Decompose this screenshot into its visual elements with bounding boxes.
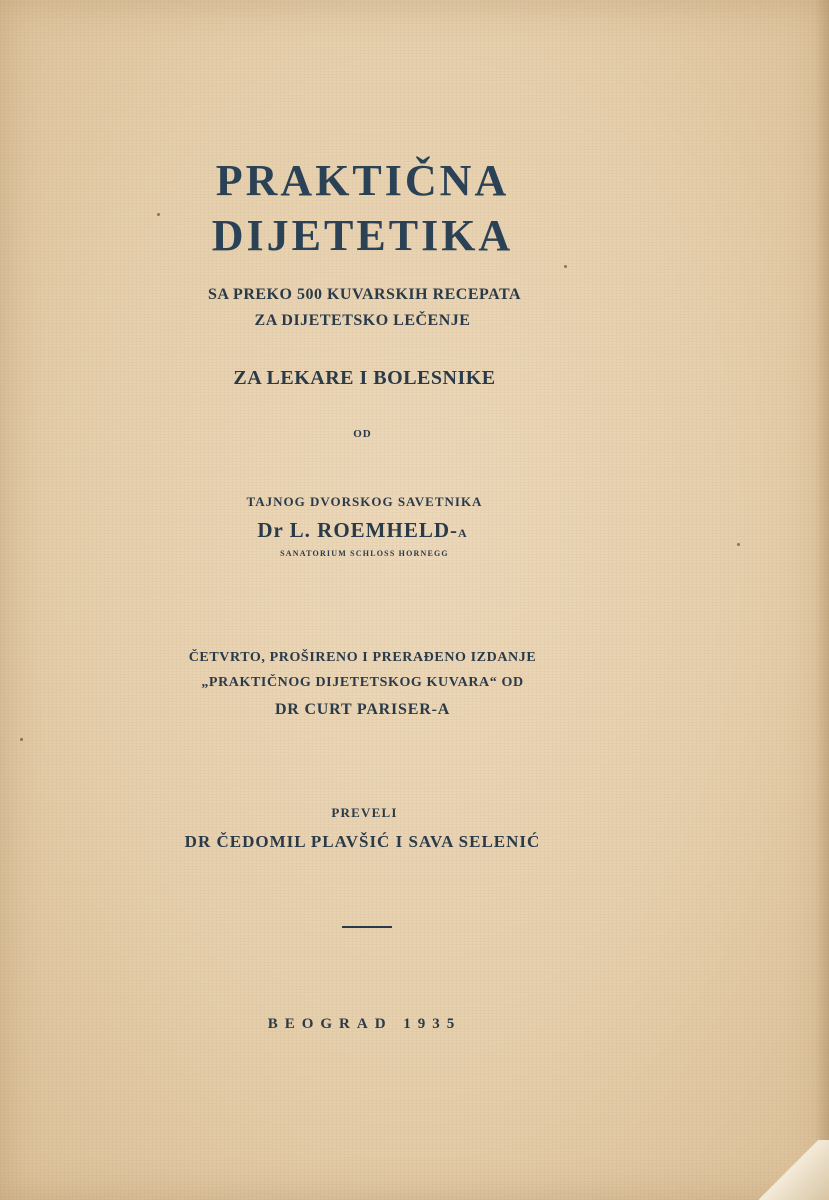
page-edge-shadow (815, 0, 829, 1200)
edition-line-1: ČETVRTO, PROŠIRENO I PRERAĐENO IZDANJE (188, 650, 537, 665)
translators-names: DR ČEDOMIL PLAVŠIĆ I SAVA SELENIĆ (184, 832, 541, 851)
paper-speck (737, 543, 740, 546)
author-affiliation: SANATORIUM SCHLOSS HORNEGG (280, 549, 449, 558)
author-name-prefix: Dr (257, 518, 284, 542)
book-title-line-1: PRAKTIČNA (215, 156, 510, 205)
book-title-line-2: DIJETETIKA (211, 211, 514, 260)
author-name-suffix: A (458, 526, 468, 540)
by-line: OD (353, 428, 372, 440)
author-rank: TAJNOG DVORSKOG SAVETNIKA (246, 494, 483, 509)
imprint-line: BEOGRAD 1935 (267, 1016, 462, 1032)
divider-rule (342, 926, 392, 928)
subtitle-line-2: ZA DIJETETSKO LEČENJE (254, 312, 471, 329)
edition-line-2: „PRAKTIČNOG DIJETETSKOG KUVARA“ OD (201, 675, 524, 690)
author-name-main: L. ROEMHELD- (283, 518, 459, 542)
edition-line-3: DR CURT PARISER-A (274, 701, 451, 718)
worn-corner (759, 1140, 829, 1200)
translators-label: PREVELI (331, 805, 398, 820)
paper-speck (20, 738, 23, 741)
subtitle-line-1: SA PREKO 500 KUVARSKIH RECEPATA (207, 286, 522, 303)
audience-line: ZA LEKARE I BOLESNIKE (233, 367, 496, 389)
paper-speck (564, 265, 567, 268)
author-name (0, 518, 777, 543)
